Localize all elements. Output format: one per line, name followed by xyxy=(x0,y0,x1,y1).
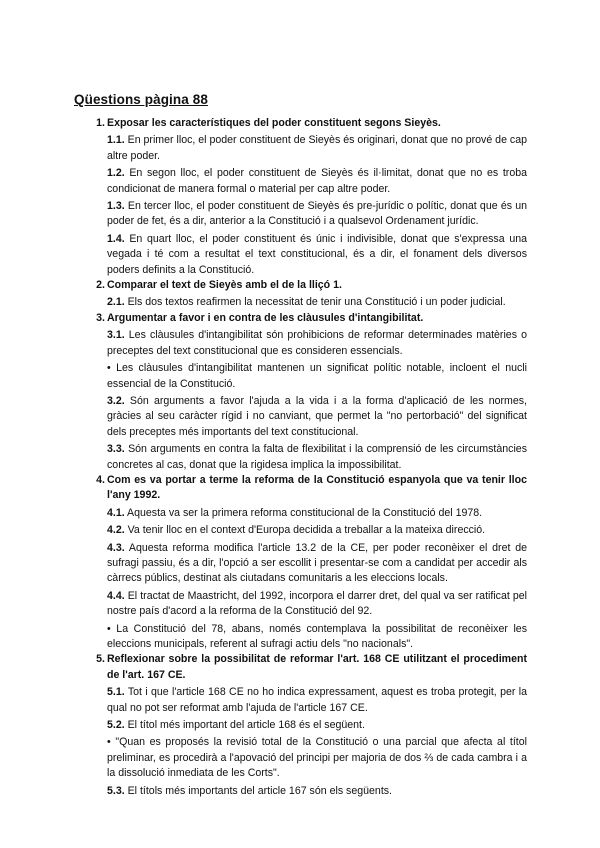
answer-paragraph xyxy=(107,199,527,230)
answer-paragraph xyxy=(107,133,527,164)
question-item xyxy=(0,116,600,278)
answer-text: El títol més important del article 168 és el següent. xyxy=(124,719,365,732)
answer-text: El tractat de Maastricht, del 1992, incorpora el darrer dret, del qual va ser ratificat pel nostre país d'acord a la reforma de la Constitució del 92. xyxy=(107,589,527,618)
answer-text: • Les clàusules d'intangibilitat mantenen un significat polític notable, incloent el nucli essencial de la Constitució. xyxy=(107,362,527,390)
answer-bullet xyxy=(107,361,527,392)
answer-text: El títols més importants del article 167 són els següents. xyxy=(124,784,392,797)
answer-paragraph xyxy=(107,394,527,440)
answer-text: Els dos textos reafirmen la necessitat de tenir una Constitució i un poder judicial. xyxy=(124,296,506,309)
answer-text: • La Constitució del 78, abans, només contemplava la possibilitat de reconèixer les eleccions municipals, referent al sufragi actiu dels "no nacionals". xyxy=(107,622,527,650)
answer-text: En segon lloc, el poder constituent de Sieyès és il·limitat, donat que no es troba condicionat de manera formal o material per cap altre poder. xyxy=(107,167,527,195)
answer-paragraph xyxy=(107,718,527,733)
answer-bullet xyxy=(107,735,527,781)
answer-paragraph xyxy=(107,442,527,473)
answer-paragraph xyxy=(107,506,527,521)
answer-text: Aquesta reforma modifica l'article 13.2 de la CE, per poder reconèixer el dret de sufragi passiu, és a dir, l'opció a ser escollit i presentar-se com a candidat per accedir als càrrecs públics, destinat als ciutadans comunitaris a les eleccions locals. xyxy=(107,541,527,585)
question-number: 2. xyxy=(96,279,105,292)
answer-text: En tercer lloc, el poder constituent de Sieyès és pre-jurídic o polític, donat que és un poder de fet, és a dir, anterior a la Constitució i a qualsevol Ordenament jurídic. xyxy=(107,200,527,228)
answer-label: 1.4. xyxy=(107,232,125,245)
question-title: Comparar el text de Sieyès amb el de la lliçó 1. xyxy=(107,279,342,292)
answer-paragraph xyxy=(107,685,527,716)
question-number: 5. xyxy=(96,653,105,666)
answer-paragraph xyxy=(107,523,527,538)
question-number: 1. xyxy=(96,117,105,129)
answer-text: Tot i que l'article 168 CE no ho indica expressament, aquest es troba protegit, per la qual no pot ser reformat amb l'ajuda de l'article 167 CE. xyxy=(107,686,527,714)
answer-paragraph xyxy=(107,784,527,799)
answer-text: Són arguments en contra la falta de flexibilitat i la comprensió de les circumstàncies concretes al cas, donat que la rigidesa implica la impossibilitat. xyxy=(107,443,527,471)
answer-text: En quart lloc, el poder constituent és únic i indivisible, donat que s'expressa una vegada i té com a resultat el text constitucional, és a dir, el fonament dels diversos poders definits a la Constitució. xyxy=(107,232,527,276)
answer-text: Aquesta va ser la primera reforma constitucional de la Constitució del 1978. xyxy=(124,506,483,519)
question-item xyxy=(0,473,600,652)
answer-text: Són arguments a favor l'ajuda a la vida i a la forma d'aplicació de les normes, gràcies al seu caràcter rígid i no canviant, que permet la "no pertorbació" del significat dels preceptes més importants del text constitucional. xyxy=(107,394,527,438)
question-item xyxy=(0,311,600,473)
answer-label: 5.2. xyxy=(107,719,125,732)
answer-label: 5.3. xyxy=(107,784,125,797)
answer-label: 3.2. xyxy=(107,394,125,407)
answer-paragraph xyxy=(107,166,527,197)
answer-text: Va tenir lloc en el context d'Europa decidida a treballar a la mateixa direcció. xyxy=(124,524,486,537)
answer-label: 4.3. xyxy=(107,541,125,554)
page-title: Qüestions pàgina 88 xyxy=(74,92,208,107)
question-title: Argumentar a favor i en contra de les clàusules d'intangibilitat. xyxy=(107,311,424,324)
answer-label: 1.2. xyxy=(107,167,125,180)
answer-label: 1.1. xyxy=(107,134,125,147)
answer-label: 3.3. xyxy=(107,443,125,456)
answer-label: 2.1. xyxy=(107,296,125,309)
answer-label: 4.4. xyxy=(107,589,125,602)
question-number: 4. xyxy=(96,473,105,486)
answer-paragraph xyxy=(107,589,527,620)
answer-label: 4.2. xyxy=(107,524,125,537)
question-list xyxy=(0,116,600,799)
answer-paragraph xyxy=(107,328,527,359)
question-number: 3. xyxy=(96,311,105,324)
question-item xyxy=(0,278,600,311)
answer-paragraph xyxy=(107,295,527,310)
answer-bullet xyxy=(107,622,527,653)
question-title: Reflexionar sobre la possibilitat de reformar l'art. 168 CE utilitzant el procediment de l'art. 167 CE. xyxy=(107,653,527,681)
answer-label: 5.1. xyxy=(107,686,125,699)
answer-label: 1.3. xyxy=(107,200,125,213)
answer-text: • "Quan es proposés la revisió total de la Constitució o una parcial que afecta al títol preliminar, es procedirà a l'apovació del principi per majoria de dos ⅔ de cada cambra i a la dissolució inmediata de les Corts". xyxy=(107,736,527,780)
answer-label: 4.1. xyxy=(107,506,125,519)
answer-text: Les clàusules d'intangibilitat són prohibicions de reformar determinades matèries o preceptes del text constitucional que es consideren essencials. xyxy=(107,329,527,357)
answer-text: En primer lloc, el poder constituent de Sieyès és originari, donat que no prové de cap altre poder. xyxy=(107,134,527,162)
question-title: Exposar les característiques del poder constituent segons Sieyès. xyxy=(107,117,441,129)
answer-label: 3.1. xyxy=(107,329,125,342)
question-title: Com es va portar a terme la reforma de la Constitució espanyola que va tenir lloc l'any 1992. xyxy=(107,473,527,502)
answer-paragraph xyxy=(107,541,527,587)
question-item xyxy=(0,652,600,799)
answer-paragraph xyxy=(107,232,527,278)
